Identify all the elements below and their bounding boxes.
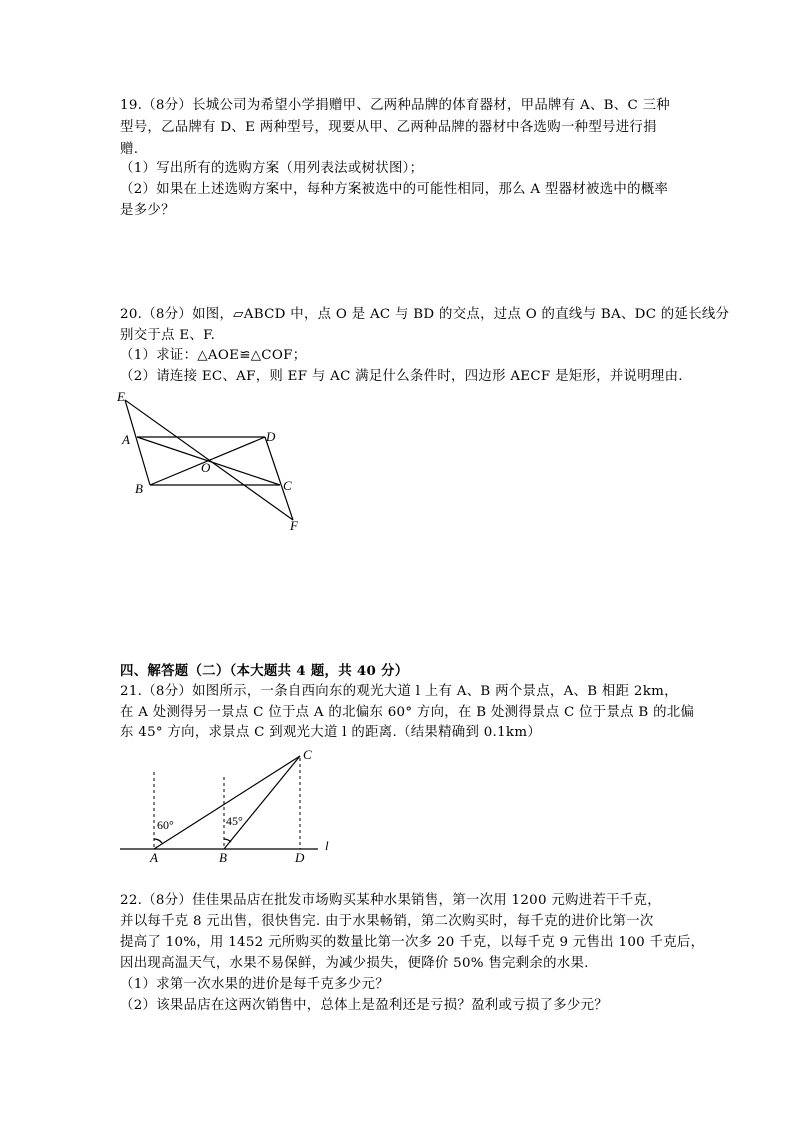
parallelogram-figure <box>110 385 310 535</box>
q20-line-1: 20.（8分）如图，▱ABCD 中，点 O 是 AC 与 BD 的交点，过点 O 的直线与 BA、DC 的延长线分 <box>120 307 730 322</box>
label-l: l <box>325 838 329 853</box>
q19-line-1: 19.（8分）长城公司为希望小学捐赠甲、乙两种品牌的体育器材，甲品牌有 A、B、C 三种 <box>120 98 670 113</box>
q19-line-3: 赠. <box>120 142 139 157</box>
q21-line-3: 东 45° 方向，求景点 C 到观光大道 l 的距离.（结果精确到 0.1km） <box>120 725 542 740</box>
label-b: B <box>219 850 227 865</box>
label-d: D <box>266 429 276 444</box>
angle-arc-b <box>224 839 231 842</box>
label-o: O <box>201 460 211 475</box>
label-f: F <box>290 518 298 533</box>
label-c: C <box>303 747 312 762</box>
q22-part-1: （1）求第一次水果的进价是每千克多少元？ <box>120 977 389 992</box>
q19-part-1: （1）写出所有的选购方案（用列表法或树状图）； <box>120 161 424 176</box>
q22-line-1: 22.（8分）佳佳果品店在批发市场购买某种水果销售，第一次用 1200 元购进若干千克， <box>120 893 661 908</box>
label-b: B <box>135 481 143 496</box>
q22-part-2: （2）该果品店在这两次销售中，总体上是盈利还是亏损？盈利或亏损了多少元？ <box>120 998 608 1013</box>
section-title: 四、解答题（二）（本大题共 4 题，共 40 分） <box>120 663 409 679</box>
segment-ac <box>154 756 300 849</box>
label-d: D <box>295 850 305 865</box>
q20-part-2: （2）请连接 EC、AF，则 EF 与 AC 满足什么条件时，四边形 AECF 是矩形，并说明理由. <box>120 369 683 384</box>
q21-line-2: 在 A 处测得另一景点 C 位于点 A 的北偏东 60° 方向，在 B 处测得景点 C 位于景点 B 的北偏 <box>120 705 695 720</box>
segment-bc <box>224 756 300 849</box>
q22-line-2: 并以每千克 8 元出售，很快售完. 由于水果畅销，第二次购买时，每千克的进价比第一次 <box>120 914 654 929</box>
label-a: A <box>122 432 130 447</box>
label-a: A <box>150 850 158 865</box>
angle-arc-a <box>154 839 162 843</box>
angle-label-45: 45° <box>226 814 243 828</box>
q19-part-2-line-1: （2）如果在上述选购方案中，每种方案被选中的可能性相同，那么 A 型器材被选中的概率 <box>120 182 669 197</box>
label-e: E <box>117 389 125 404</box>
q19-part-2-line-2: 是多少？ <box>120 203 175 218</box>
q20-line-2: 别交于点 E、F. <box>120 328 216 343</box>
label-c: C <box>283 478 292 493</box>
q19-line-2: 型号，乙品牌有 D、E 两种型号，现要从甲、乙两种品牌的器材中各选购一种型号进行捐 <box>120 120 657 135</box>
q22-line-4: 因出现高温天气，水果不易保鲜，为减少损失，便降价 50% 售完剩余的水果. <box>120 956 589 971</box>
q20-part-1: （1）求证：△AOE≌△COF； <box>120 348 307 363</box>
q22-line-3: 提高了 10%，用 1452 元所购买的数量比第一次多 20 千克，以每千克 9 元售出 100 千克后， <box>120 935 705 950</box>
angle-label-60: 60° <box>157 818 174 832</box>
q21-line-1: 21.（8分）如图所示，一条自西向东的观光大道 l 上有 A、B 两个景点，A、B 相距 2km， <box>120 684 678 699</box>
observation-figure <box>110 745 340 870</box>
